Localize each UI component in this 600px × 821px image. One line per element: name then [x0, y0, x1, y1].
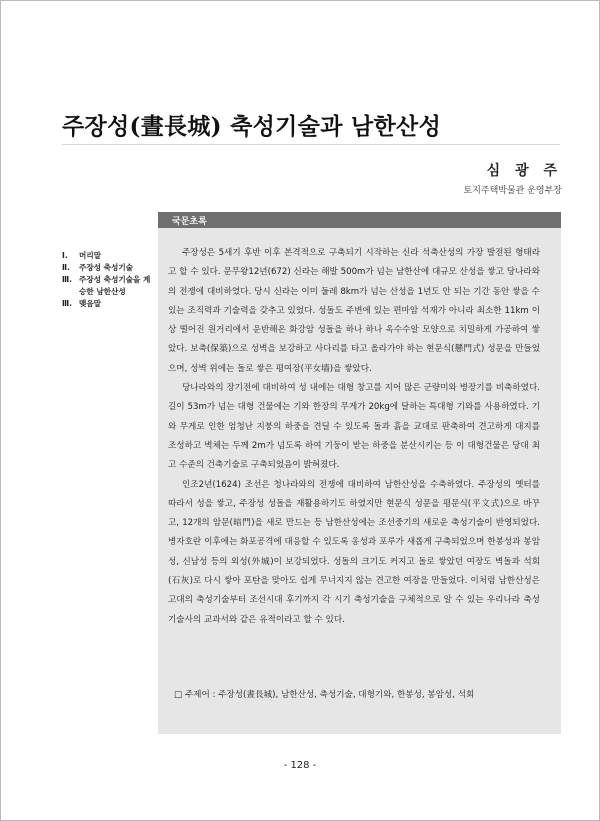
- abstract-paragraph: 당나라와의 장기전에 대비하여 성 내에는 대형 창고를 지어 많은 군량미와 병장기를 비축하였다. 길이 53m가 넘는 대형 건물에는 기와 한장의 무게가 20kg에 달하는 특대형 기와를 사용하였다. 기와 무게로 인한 엄청난 지붕의 하중을 견딜 수 있도록 돌과 흙을 교대로 판축하여 견고하게 대지를 조성하고 벽체는 두께 2m가 넘도록 하여 기둥이 받는 하중을 분산시키는 등 이 대형건물은 당대 최고 수준의 건축기술로 구축되었음이 밝혀졌다.: [168, 383, 540, 471]
- toc-number: Ⅲ.: [62, 299, 73, 308]
- toc-number: Ⅰ.: [62, 251, 68, 260]
- toc-item[interactable]: [62, 274, 154, 298]
- paper-title: 주장성(晝長城) 축성기술과 남한산성: [62, 113, 442, 140]
- toc-label: 맺음말: [79, 299, 102, 308]
- abstract-heading: 국문초록: [172, 217, 207, 227]
- toc-label: 머리말: [79, 251, 102, 260]
- abstract-paragraph: 주장성은 5세기 후반 이후 본격적으로 구축되기 시작하는 신라 석축산성의 가장 발전된 형태라고 할 수 있다. 문무왕12년(672) 신라는 해발 500m가 넘는 남한산에 대규모 산성을 쌓고 당나라와의 전쟁에 대비하였다. 당시 신라는 이미 둘레 8km가 넘는 산성을 1년도 안 되는 기간 동안 쌓을 수 있는 조직력과 기술력을 갖추고 있었다. 성돌도 주변에 있는 편마암 석재가 아니라 최소한 11km 이상 떨어진 원거리에서 운반해온 화강암 성돌을 하나 하나 옥수수알 모양으로 치밀하게 가공하여 쌓았다. 보축(保築)으로 성벽을 보강하고 사다리를 타고 올라가야 하는 현문식(懸門式) 성문을 만들었으며, 성벽 위에는 돌로 쌓은 평여장(平女墻)을 쌓았다.: [168, 248, 540, 374]
- table-of-contents: [62, 250, 154, 310]
- abstract-body: [168, 244, 540, 630]
- keywords-line: □ 주제어 : 주장성(晝長城), 남한산성, 축성기술, 대형기와, 한봉성, 봉암성, 석회: [174, 690, 475, 700]
- toc-number: Ⅲ.: [62, 275, 73, 284]
- toc-item[interactable]: [62, 250, 154, 262]
- author-affiliation: 토지주택박물관 운영부장: [463, 186, 562, 196]
- page-number: - 128 -: [283, 760, 317, 771]
- toc-number: Ⅱ.: [62, 263, 70, 272]
- toc-item[interactable]: [62, 262, 154, 274]
- author-name: 심 광 주: [486, 163, 562, 179]
- title-divider: [62, 144, 560, 145]
- abstract-box: [158, 212, 561, 734]
- toc-label: 주장성 축성기술: [79, 263, 133, 272]
- abstract-paragraph: 인조2년(1624) 조선은 청나라와의 전쟁에 대비하여 남한산성을 수축하였다. 주장성의 옛터를 따라서 성을 쌓고, 주장성 성돌을 재활용하기도 하였지만 현문식 성문을 평문식(平文式)으로 바꾸고, 12개의 암문(暗門)을 새로 만드는 등 남한산성에는 조선중기의 새로운 축성기술이 반영되었다. 병자호란 이후에는 화포공격에 대응할 수 있도록 옹성과 포루가 새롭게 구축되었으며 한봉성과 봉암성, 신남성 등의 외성(外城)이 보강되었다. 성돌의 크기도 커지고 돌로 쌓았던 여장도 벽돌과 석회(石灰)로 다시 쌓아 포탄을 맞아도 쉽게 무너지지 않는 견고한 여장을 만들었다. 이처럼 남한산성은 고대의 축성기술부터 조선시대 후기까지 각 시기 축성기술을 구체적으로 알 수 있는 우리나라 축성기술사의 교과서와 같은 유적이라고 할 수 있다.: [168, 479, 540, 625]
- abstract-header-bar: [158, 212, 561, 228]
- toc-label: 주장성 축성기술을 계승한 남한산성: [79, 275, 151, 296]
- toc-item[interactable]: [62, 298, 154, 310]
